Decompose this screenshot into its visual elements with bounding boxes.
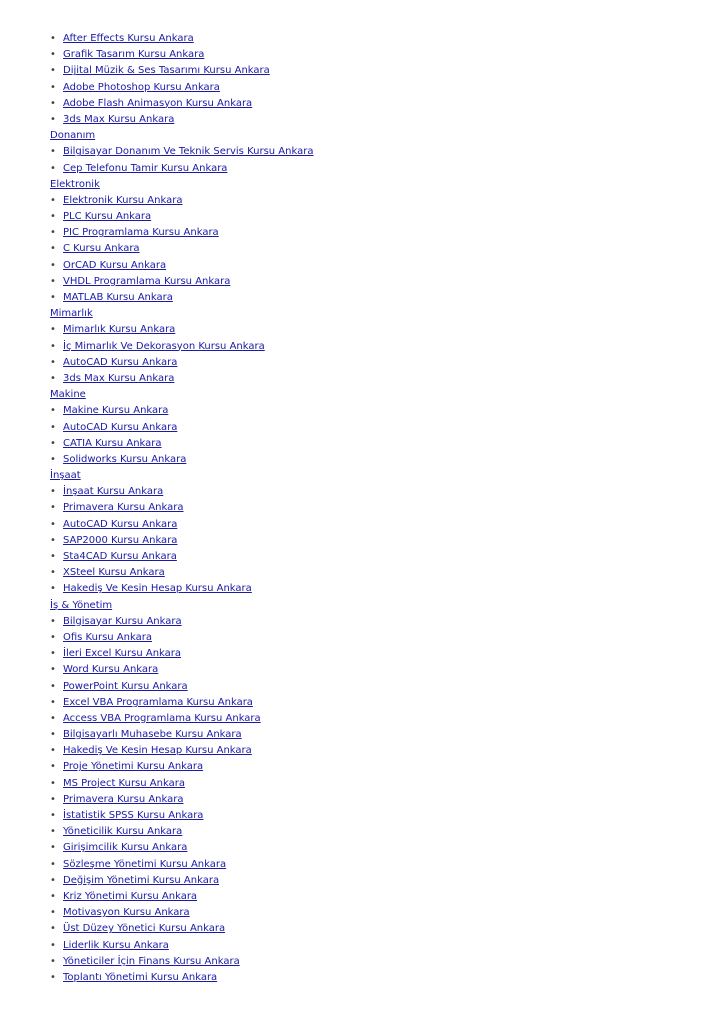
category-heading bbox=[50, 468, 728, 484]
course-link[interactable]: PLC Kursu Ankara bbox=[63, 211, 152, 223]
bullet-icon: • bbox=[50, 631, 56, 643]
category-heading bbox=[50, 598, 728, 614]
course-link[interactable]: Bilgisayar Donanım Ve Teknik Servis Kursu Ankara bbox=[63, 146, 314, 158]
list-item bbox=[50, 355, 728, 371]
bullet-icon: • bbox=[50, 955, 56, 967]
list-item bbox=[50, 889, 728, 905]
list-item bbox=[50, 792, 728, 808]
bullet-icon: • bbox=[50, 146, 56, 158]
list-item bbox=[50, 274, 728, 290]
list-item bbox=[50, 225, 728, 241]
list-item bbox=[50, 96, 728, 112]
bullet-icon: • bbox=[50, 971, 56, 983]
bullet-icon: • bbox=[50, 939, 56, 951]
category-link[interactable]: Elektronik bbox=[50, 178, 100, 190]
bullet-icon: • bbox=[50, 81, 56, 93]
list-item bbox=[50, 565, 728, 581]
course-link[interactable]: C Kursu Ankara bbox=[63, 243, 140, 255]
course-link[interactable]: Hakediş Ve Kesin Hesap Kursu Ankara bbox=[63, 583, 252, 595]
list-item bbox=[50, 209, 728, 225]
course-link[interactable]: Cep Telefonu Tamir Kursu Ankara bbox=[63, 162, 228, 174]
bullet-icon: • bbox=[50, 745, 56, 757]
list-item bbox=[50, 241, 728, 257]
bullet-icon: • bbox=[50, 810, 56, 821]
bullet-icon: • bbox=[50, 680, 56, 692]
bullet-icon: • bbox=[50, 502, 56, 514]
course-link[interactable]: XSteel Kursu Ankara bbox=[63, 567, 165, 579]
list-item bbox=[50, 695, 728, 711]
course-link[interactable]: Mimarlık Kursu Ankara bbox=[63, 324, 176, 336]
bullet-icon: • bbox=[50, 567, 56, 579]
course-link[interactable]: Değişim Yönetimi Kursu Ankara bbox=[63, 874, 220, 886]
course-link[interactable]: İleri Excel Kursu Ankara bbox=[63, 648, 182, 660]
bullet-icon: • bbox=[50, 162, 56, 174]
bullet-icon: • bbox=[50, 793, 56, 805]
list-item bbox=[50, 436, 728, 452]
bullet-icon: • bbox=[50, 923, 56, 935]
bullet-icon: • bbox=[50, 583, 56, 595]
list-item bbox=[50, 759, 728, 775]
course-link[interactable]: Sta4CAD Kursu Ankara bbox=[63, 551, 177, 562]
list-item bbox=[50, 840, 728, 856]
course-link[interactable]: After Effects Kursu Ankara bbox=[63, 33, 194, 44]
bullet-icon: • bbox=[50, 551, 56, 562]
bullet-icon: • bbox=[50, 890, 56, 902]
course-link[interactable]: 3ds Max Kursu Ankara bbox=[63, 372, 175, 384]
course-link[interactable]: OrCAD Kursu Ankara bbox=[63, 259, 167, 271]
list-item bbox=[50, 727, 728, 743]
course-link[interactable]: Proje Yönetimi Kursu Ankara bbox=[63, 761, 204, 773]
course-link[interactable]: Liderlik Kursu Ankara bbox=[63, 939, 169, 951]
list-item bbox=[50, 549, 728, 565]
course-link[interactable]: Makine Kursu Ankara bbox=[63, 405, 169, 417]
bullet-icon: • bbox=[50, 874, 56, 886]
course-link[interactable]: Kriz Yönetimi Kursu Ankara bbox=[63, 890, 198, 902]
category-heading bbox=[50, 387, 728, 403]
bullet-icon: • bbox=[50, 664, 56, 676]
list-item bbox=[50, 63, 728, 79]
course-link[interactable]: Hakediş Ve Kesin Hesap Kursu Ankara bbox=[63, 745, 252, 757]
bullet-icon: • bbox=[50, 858, 56, 870]
course-link[interactable]: Primavera Kursu Ankara bbox=[63, 793, 184, 805]
list-item bbox=[50, 954, 728, 970]
category-heading bbox=[50, 306, 728, 322]
course-link[interactable]: Grafik Tasarım Kursu Ankara bbox=[63, 49, 205, 61]
category-link[interactable]: Donanım bbox=[50, 130, 96, 142]
bullet-icon: • bbox=[50, 729, 56, 741]
bullet-icon: • bbox=[50, 405, 56, 417]
list-item bbox=[50, 500, 728, 516]
bullet-icon: • bbox=[50, 65, 56, 77]
course-link[interactable]: Elektronik Kursu Ankara bbox=[63, 194, 183, 206]
course-link[interactable]: AutoCAD Kursu Ankara bbox=[63, 518, 178, 530]
list-item bbox=[50, 662, 728, 678]
bullet-icon: • bbox=[50, 243, 56, 255]
course-link[interactable]: Adobe Flash Animasyon Kursu Ankara bbox=[63, 97, 253, 109]
course-link[interactable]: Adobe Photoshop Kursu Ankara bbox=[63, 81, 220, 93]
course-link[interactable]: İç Mimarlık Ve Dekorasyon Kursu Ankara bbox=[63, 340, 265, 352]
bullet-icon: • bbox=[50, 340, 56, 352]
bullet-icon: • bbox=[50, 49, 56, 61]
bullet-icon: • bbox=[50, 292, 56, 303]
list-item bbox=[50, 630, 728, 646]
list-item bbox=[50, 144, 728, 160]
bullet-icon: • bbox=[50, 648, 56, 660]
bullet-icon: • bbox=[50, 826, 56, 838]
bullet-icon: • bbox=[50, 615, 56, 627]
bullet-icon: • bbox=[50, 194, 56, 206]
bullet-icon: • bbox=[50, 486, 56, 498]
list-item bbox=[50, 938, 728, 954]
list-item bbox=[50, 31, 728, 47]
bullet-icon: • bbox=[50, 777, 56, 789]
list-item bbox=[50, 80, 728, 96]
bullet-icon: • bbox=[50, 696, 56, 708]
course-link[interactable]: Primavera Kursu Ankara bbox=[63, 502, 184, 514]
bullet-icon: • bbox=[50, 259, 56, 271]
bullet-icon: • bbox=[50, 227, 56, 239]
course-link[interactable]: AutoCAD Kursu Ankara bbox=[63, 356, 178, 368]
category-link[interactable]: Makine bbox=[50, 389, 86, 401]
course-link[interactable]: Word Kursu Ankara bbox=[63, 664, 159, 676]
bullet-icon: • bbox=[50, 761, 56, 773]
course-link[interactable]: Solidworks Kursu Ankara bbox=[63, 453, 187, 465]
list-item bbox=[50, 517, 728, 533]
course-link[interactable]: AutoCAD Kursu Ankara bbox=[63, 421, 178, 433]
list-item bbox=[50, 711, 728, 727]
list-item bbox=[50, 484, 728, 500]
list-item bbox=[50, 112, 728, 128]
list-item bbox=[50, 679, 728, 695]
list-item bbox=[50, 258, 728, 274]
list-item bbox=[50, 808, 728, 824]
course-link[interactable]: Toplantı Yönetimi Kursu Ankara bbox=[63, 971, 218, 983]
list-item bbox=[50, 970, 728, 986]
course-link[interactable]: İnşaat Kursu Ankara bbox=[63, 486, 164, 498]
course-link[interactable]: VHDL Programlama Kursu Ankara bbox=[63, 275, 231, 287]
list-item bbox=[50, 371, 728, 387]
category-link[interactable]: İnşaat bbox=[50, 470, 81, 482]
category-link[interactable]: Mimarlık bbox=[50, 308, 93, 320]
course-link[interactable]: Excel VBA Programlama Kursu Ankara bbox=[63, 696, 253, 708]
course-link[interactable]: CATIA Kursu Ankara bbox=[63, 437, 162, 449]
bullet-icon: • bbox=[50, 907, 56, 919]
bullet-icon: • bbox=[50, 275, 56, 287]
bullet-icon: • bbox=[50, 534, 56, 546]
category-link[interactable]: İş & Yönetim bbox=[50, 599, 113, 611]
bullet-icon: • bbox=[50, 97, 56, 109]
list-item bbox=[50, 533, 728, 549]
list-item bbox=[50, 646, 728, 662]
course-link[interactable]: Bilgisayar Kursu Ankara bbox=[63, 615, 182, 627]
bullet-icon: • bbox=[50, 842, 56, 854]
list-item bbox=[50, 921, 728, 937]
list-item bbox=[50, 290, 728, 306]
list-item bbox=[50, 322, 728, 338]
list-item bbox=[50, 743, 728, 759]
bullet-icon: • bbox=[50, 113, 56, 125]
bullet-icon: • bbox=[50, 356, 56, 368]
list-item bbox=[50, 581, 728, 597]
course-link[interactable]: Ofis Kursu Ankara bbox=[63, 631, 152, 643]
course-link[interactable]: Bilgisayarlı Muhasebe Kursu Ankara bbox=[63, 729, 242, 741]
list-item bbox=[50, 193, 728, 209]
list-item bbox=[50, 452, 728, 468]
course-link[interactable]: Sözleşme Yönetimi Kursu Ankara bbox=[63, 858, 227, 870]
list-item bbox=[50, 339, 728, 355]
list-item bbox=[50, 403, 728, 419]
course-link[interactable]: 3ds Max Kursu Ankara bbox=[63, 113, 175, 125]
list-item bbox=[50, 614, 728, 630]
course-link[interactable]: İstatistik SPSS Kursu Ankara bbox=[63, 810, 204, 821]
course-link[interactable]: Üst Düzey Yönetici Kursu Ankara bbox=[63, 923, 226, 935]
course-link[interactable]: Yöneticiler İçin Finans Kursu Ankara bbox=[63, 955, 240, 967]
list-item bbox=[50, 824, 728, 840]
bullet-icon: • bbox=[50, 324, 56, 336]
category-heading bbox=[50, 128, 728, 144]
bullet-icon: • bbox=[50, 437, 56, 449]
list-item bbox=[50, 161, 728, 177]
course-link[interactable]: MS Project Kursu Ankara bbox=[63, 777, 185, 789]
course-link[interactable]: Yöneticilik Kursu Ankara bbox=[63, 826, 183, 838]
course-link[interactable]: PowerPoint Kursu Ankara bbox=[63, 680, 188, 692]
bullet-icon: • bbox=[50, 421, 56, 433]
course-link[interactable]: Access VBA Programlama Kursu Ankara bbox=[63, 712, 261, 724]
list-item bbox=[50, 857, 728, 873]
list-item bbox=[50, 47, 728, 63]
course-link[interactable]: Motivasyon Kursu Ankara bbox=[63, 907, 190, 919]
list-item bbox=[50, 873, 728, 889]
bullet-icon: • bbox=[50, 211, 56, 223]
course-link[interactable]: SAP2000 Kursu Ankara bbox=[63, 534, 178, 546]
bullet-icon: • bbox=[50, 712, 56, 724]
course-link[interactable]: Girişimcilik Kursu Ankara bbox=[63, 842, 188, 854]
list-item bbox=[50, 420, 728, 436]
bullet-icon: • bbox=[50, 33, 56, 44]
bullet-icon: • bbox=[50, 453, 56, 465]
course-link[interactable]: MATLAB Kursu Ankara bbox=[63, 292, 173, 303]
list-item bbox=[50, 776, 728, 792]
course-link[interactable]: PIC Programlama Kursu Ankara bbox=[63, 227, 219, 239]
bullet-icon: • bbox=[50, 372, 56, 384]
bullet-icon: • bbox=[50, 518, 56, 530]
list-item bbox=[50, 905, 728, 921]
category-heading bbox=[50, 177, 728, 193]
course-link[interactable]: Dijital Müzik & Ses Tasarımı Kursu Ankara bbox=[63, 65, 270, 77]
